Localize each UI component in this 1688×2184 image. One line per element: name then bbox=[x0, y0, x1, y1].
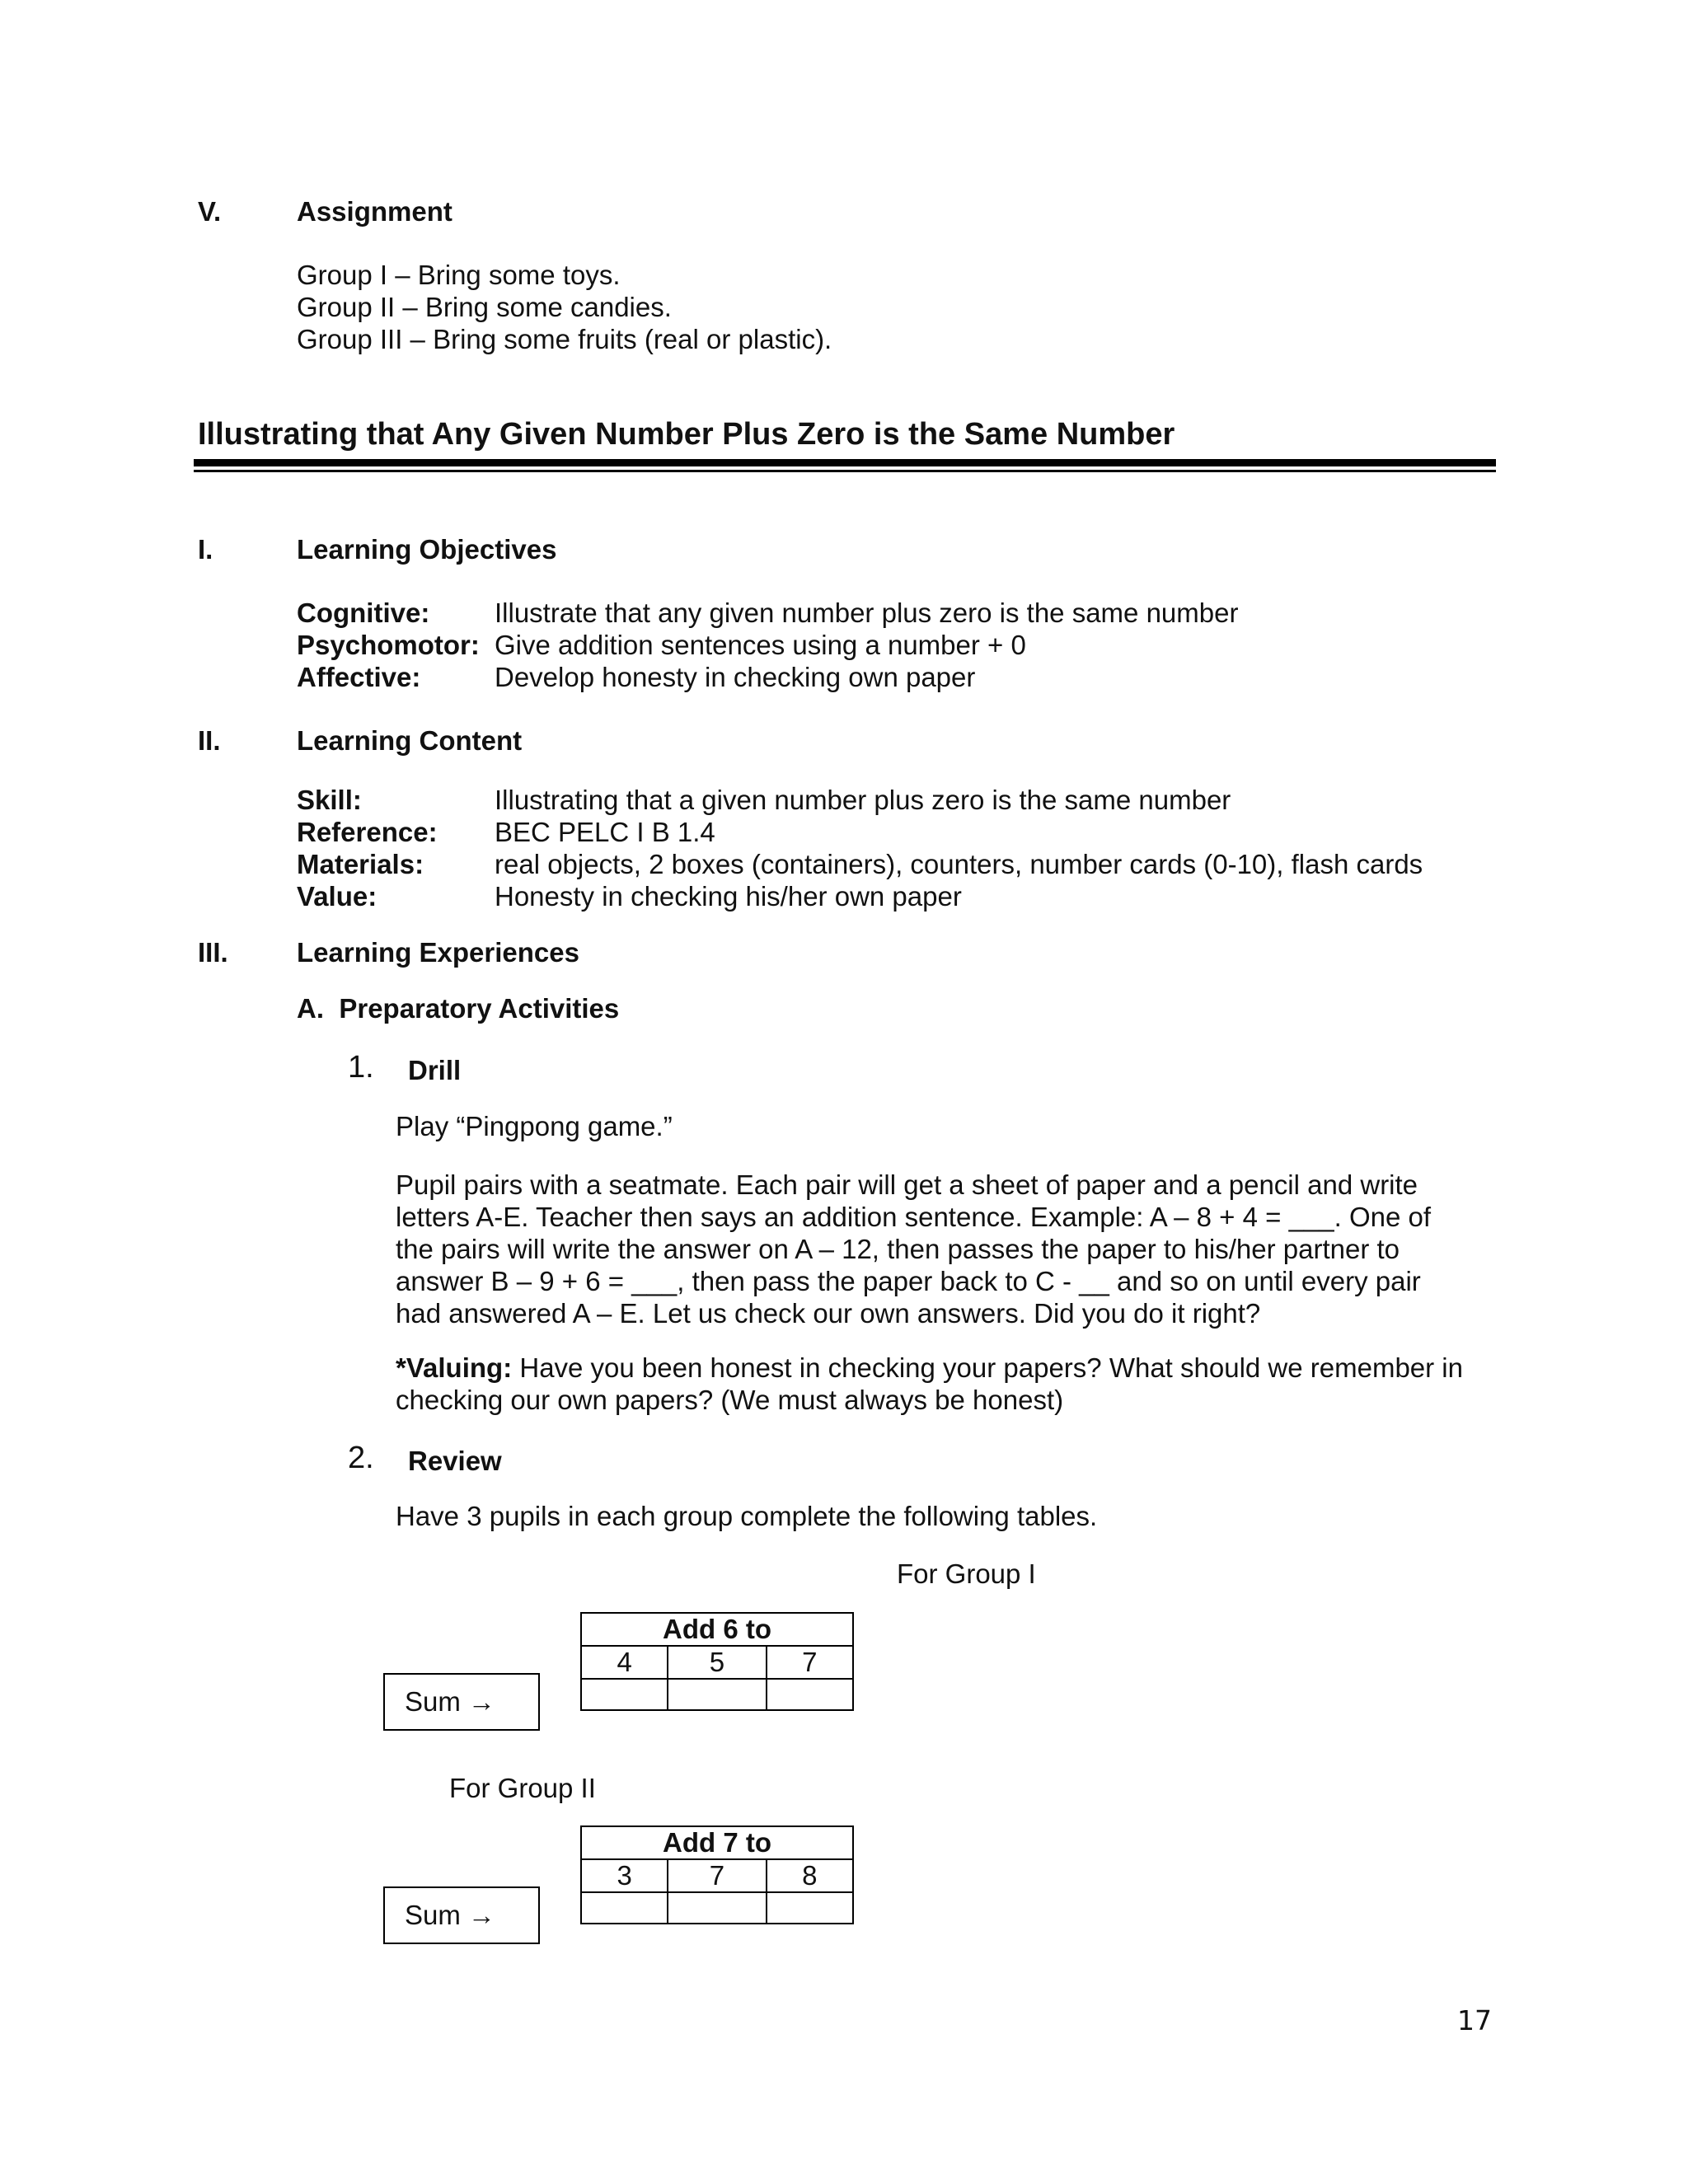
content-heading: Learning Content bbox=[297, 725, 523, 756]
review-intro: Have 3 pupils in each group complete the following tables. bbox=[396, 1501, 1098, 1531]
drill-heading: Drill bbox=[408, 1055, 462, 1085]
objective-label-cognitive: Cognitive: bbox=[297, 598, 430, 628]
group2-sum-box: Sum → bbox=[383, 1886, 540, 1944]
objective-value-affective: Develop honesty in checking own paper bbox=[495, 662, 976, 692]
valuing-text: Have you been honest in checking your papers? What should we remember in bbox=[512, 1352, 1463, 1383]
title-rule-thick bbox=[194, 459, 1496, 466]
group1-addend-2: 5 bbox=[668, 1646, 766, 1679]
objectives-numeral: I. bbox=[198, 534, 213, 565]
content-label-skill: Skill: bbox=[297, 785, 362, 815]
review-heading: Review bbox=[408, 1446, 502, 1476]
review-number: 2. bbox=[348, 1441, 374, 1475]
content-value-materials: real objects, 2 boxes (containers), counters, number cards (0-10), flash cards bbox=[495, 849, 1423, 879]
drill-line-4: answer B – 9 + 6 = ___, then pass the paper back to C - __ and so on until every pair bbox=[396, 1266, 1421, 1296]
content-numeral: II. bbox=[198, 725, 221, 756]
content-value-value: Honesty in checking his/her own paper bbox=[495, 881, 962, 912]
experiences-numeral: III. bbox=[198, 937, 228, 968]
page-number: 17 bbox=[1457, 2004, 1492, 2036]
assignment-numeral: V. bbox=[198, 196, 222, 227]
group1-table-header: Add 6 to bbox=[581, 1613, 853, 1646]
assignment-line-2: Group II – Bring some candies. bbox=[297, 292, 672, 322]
group2-label: For Group II bbox=[449, 1773, 596, 1803]
objective-label-psychomotor: Psychomotor: bbox=[297, 630, 480, 660]
group1-sum-cell-2[interactable] bbox=[668, 1679, 766, 1710]
objective-label-affective: Affective: bbox=[297, 662, 421, 692]
drill-line-1: Pupil pairs with a seatmate. Each pair will get a sheet of paper and a pencil and write bbox=[396, 1169, 1418, 1200]
drill-line-2: letters A-E. Teacher then says an addition sentence. Example: A – 8 + 4 = ___. One of bbox=[396, 1202, 1432, 1232]
objective-value-psychomotor: Give addition sentences using a number + 0 bbox=[495, 630, 1026, 660]
preparatory-activities-heading: A. Preparatory Activities bbox=[297, 993, 620, 1024]
group1-sum-box: Sum → bbox=[383, 1673, 540, 1731]
group2-table bbox=[580, 1825, 854, 1924]
group1-addend-1: 4 bbox=[581, 1646, 668, 1679]
content-value-reference: BEC PELC I B 1.4 bbox=[495, 817, 715, 847]
group2-sum-cell-2[interactable] bbox=[668, 1892, 766, 1924]
valuing-line-1 bbox=[396, 1352, 1463, 1384]
group2-sum-cell-1[interactable] bbox=[581, 1892, 668, 1924]
drill-intro: Play “Pingpong game.” bbox=[396, 1111, 673, 1141]
group2-table-header: Add 7 to bbox=[581, 1826, 853, 1859]
objectives-heading: Learning Objectives bbox=[297, 534, 557, 565]
group2-addend-3: 8 bbox=[767, 1859, 853, 1892]
assignment-line-1: Group I – Bring some toys. bbox=[297, 260, 621, 290]
content-label-value: Value: bbox=[297, 881, 377, 912]
group1-addend-3: 7 bbox=[767, 1646, 853, 1679]
drill-line-5: had answered A – E. Let us check our own answers. Did you do it right? bbox=[396, 1298, 1261, 1329]
content-label-materials: Materials: bbox=[297, 849, 424, 879]
section-title: Illustrating that Any Given Number Plus Zero is the Same Number bbox=[198, 417, 1175, 452]
group1-table bbox=[580, 1612, 854, 1711]
group1-label: For Group I bbox=[897, 1558, 1036, 1589]
title-rule-thin bbox=[194, 470, 1496, 472]
content-label-reference: Reference: bbox=[297, 817, 438, 847]
group2-addend-2: 7 bbox=[668, 1859, 766, 1892]
drill-line-3: the pairs will write the answer on A – 12, then passes the paper to his/her partner to bbox=[396, 1234, 1400, 1264]
experiences-heading: Learning Experiences bbox=[297, 937, 579, 968]
group2-addend-1: 3 bbox=[581, 1859, 668, 1892]
group1-sum-cell-3[interactable] bbox=[767, 1679, 853, 1710]
group1-sum-cell-1[interactable] bbox=[581, 1679, 668, 1710]
valuing-label: *Valuing: bbox=[396, 1352, 513, 1383]
group2-sum-cell-3[interactable] bbox=[767, 1892, 853, 1924]
valuing-line-2: checking our own papers? (We must always be honest) bbox=[396, 1385, 1064, 1415]
drill-number: 1. bbox=[348, 1050, 374, 1085]
objective-value-cognitive: Illustrate that any given number plus zero is the same number bbox=[495, 598, 1239, 628]
content-value-skill: Illustrating that a given number plus zero is the same number bbox=[495, 785, 1231, 815]
assignment-heading: Assignment bbox=[297, 196, 452, 227]
assignment-line-3: Group III – Bring some fruits (real or plastic). bbox=[297, 324, 832, 354]
